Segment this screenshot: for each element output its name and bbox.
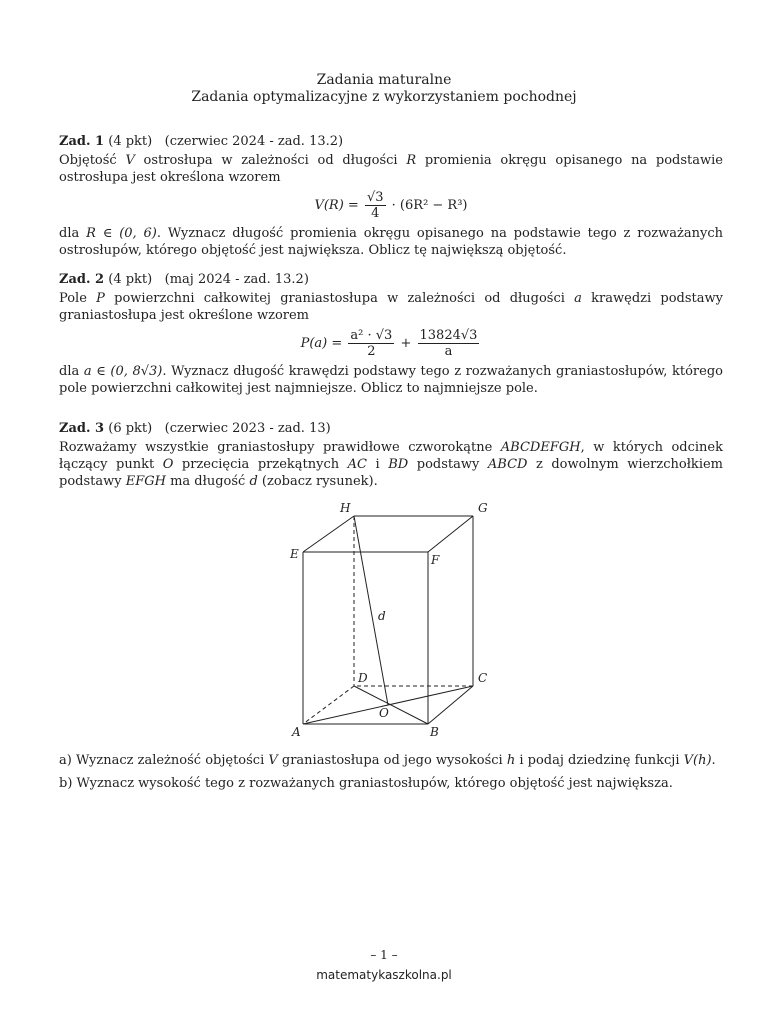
diagonal-DB (354, 686, 428, 724)
title-line-2: Zadania optymalizacyjne z wykorzystaniem pochodnej (191, 89, 577, 105)
var: V(h) (683, 753, 712, 768)
task-1-source: (czerwiec 2024 - zad. 13.2) (164, 134, 344, 149)
task-3-label: Zad. 3 (59, 421, 105, 436)
text: graniastosłupa od jego wysokości (277, 753, 507, 768)
formula-rhs: · (6R² − R³) (391, 198, 468, 213)
formula-fraction-2 (418, 328, 480, 359)
task-1-formula (59, 190, 723, 221)
var: AC (347, 457, 368, 472)
text: Objętość (59, 153, 126, 168)
label-C: C (478, 671, 488, 685)
var: V (268, 753, 278, 768)
text: promienia okręgu opisanego na podstawie ostrosłupa jest określona wzorem (59, 153, 724, 185)
task-2-source: (maj 2024 - zad. 13.2) (164, 272, 309, 287)
var: V (125, 153, 135, 168)
text: , w których odcinek łączący punkt (59, 440, 724, 472)
var: O (162, 457, 174, 472)
text: . (711, 753, 716, 768)
label-G: G (478, 501, 488, 515)
text: podstawy (408, 457, 488, 472)
task-3 (59, 420, 723, 490)
text: powierzchni całkowitej graniastosłupa w zależności od długości (104, 291, 575, 306)
formula-plus: + (400, 336, 412, 351)
text: przecięcia przekątnych (173, 457, 348, 472)
task-1-intro (59, 152, 723, 186)
domain: a ∈ (0, 8√3) (83, 364, 163, 379)
task-1-points: (4 pkt) (108, 134, 153, 149)
task-1-label: Zad. 1 (59, 134, 105, 149)
task-3-header (59, 420, 723, 437)
fraction-denominator: 2 (367, 344, 376, 359)
task-2-question (59, 363, 723, 397)
question-a (59, 752, 723, 769)
fraction-numerator: 13824√3 (419, 328, 478, 343)
fraction-denominator: a (444, 344, 453, 359)
label-H: H (340, 501, 351, 515)
prism-figure (280, 496, 500, 740)
task-2-label: Zad. 2 (59, 272, 105, 287)
var: d (249, 474, 258, 489)
text: krawędzi podstawy graniastosłupa jest określone wzorem (59, 291, 723, 323)
text: ostrosłupa w zależności od długości (134, 153, 407, 168)
label-A: A (292, 725, 301, 739)
task-1 (59, 133, 723, 259)
text: (zobacz rysunek). (257, 474, 378, 489)
task-2-points: (4 pkt) (108, 272, 153, 287)
task-3-source: (czerwiec 2023 - zad. 13) (164, 421, 331, 436)
edge-FG (428, 516, 473, 552)
var: EFGH (125, 474, 166, 489)
text: ma długość (165, 474, 250, 489)
formula-lhs: V(R) = (314, 198, 359, 213)
formula-fraction (365, 190, 386, 221)
formula-lhs: P(a) = (300, 336, 343, 351)
text: dla (59, 364, 84, 379)
question-b: b) Wyznacz wysokość tego z rozważanych graniastosłupów, którego objętość jest największa. (59, 776, 673, 791)
text: . Wyznacz długość promienia okręgu opisanego na podstawie tego z rozważanych ostrosłupów, którego objętość jest największa. Oblicz tę największą objętość. (59, 226, 723, 258)
label-D: D (358, 671, 368, 685)
var: ABCDEFGH (500, 440, 581, 455)
label-d: d (378, 609, 386, 623)
var: h (506, 753, 516, 768)
task-2-formula (59, 328, 723, 359)
fraction-numerator: a² · √3 (350, 328, 393, 343)
site-link[interactable]: matematykaszkolna.pl (316, 968, 452, 982)
text: Pole (59, 291, 97, 306)
domain: R ∈ (0, 6) (86, 226, 157, 241)
edge-BC (428, 686, 473, 724)
label-E: E (290, 547, 299, 561)
text: z dowolnym wierzchołkiem podstawy (59, 457, 723, 489)
fraction-numerator: √3 (366, 190, 384, 205)
formula-fraction-1 (348, 328, 394, 359)
text: i (367, 457, 389, 472)
var: ABCD (487, 457, 528, 472)
task-3-questions (59, 752, 723, 798)
task-2-intro (59, 290, 723, 324)
page-number: – 1 – (370, 948, 398, 962)
fraction-denominator: 4 (371, 206, 380, 221)
var: a (574, 291, 582, 306)
task-1-question (59, 225, 723, 259)
text: . Wyznacz długość krawędzi podstawy tego z rozważanych graniastosłupów, którego pole powierzchni całkowitej jest najmniejsze. Oblicz to najmniejsze pole. (59, 364, 723, 396)
task-3-intro (59, 439, 723, 490)
text: i podaj dziedzinę funkcji (515, 753, 684, 768)
label-F: F (431, 553, 440, 567)
title-line-1: Zadania maturalne (316, 72, 452, 88)
label-B: B (430, 725, 439, 739)
task-2 (59, 271, 723, 397)
text: dla (59, 226, 87, 241)
task-3-points: (6 pkt) (108, 421, 153, 436)
var: R (406, 153, 417, 168)
var: P (96, 291, 105, 306)
text: a) Wyznacz zależność objętości (59, 753, 269, 768)
label-O: O (379, 706, 389, 720)
text: Rozważamy wszystkie graniastosłupy prawidłowe czworokątne (59, 440, 501, 455)
task-1-header (59, 133, 723, 150)
task-2-header (59, 271, 723, 288)
edge-HE (303, 516, 354, 552)
page-title (0, 72, 768, 106)
var: BD (388, 457, 409, 472)
